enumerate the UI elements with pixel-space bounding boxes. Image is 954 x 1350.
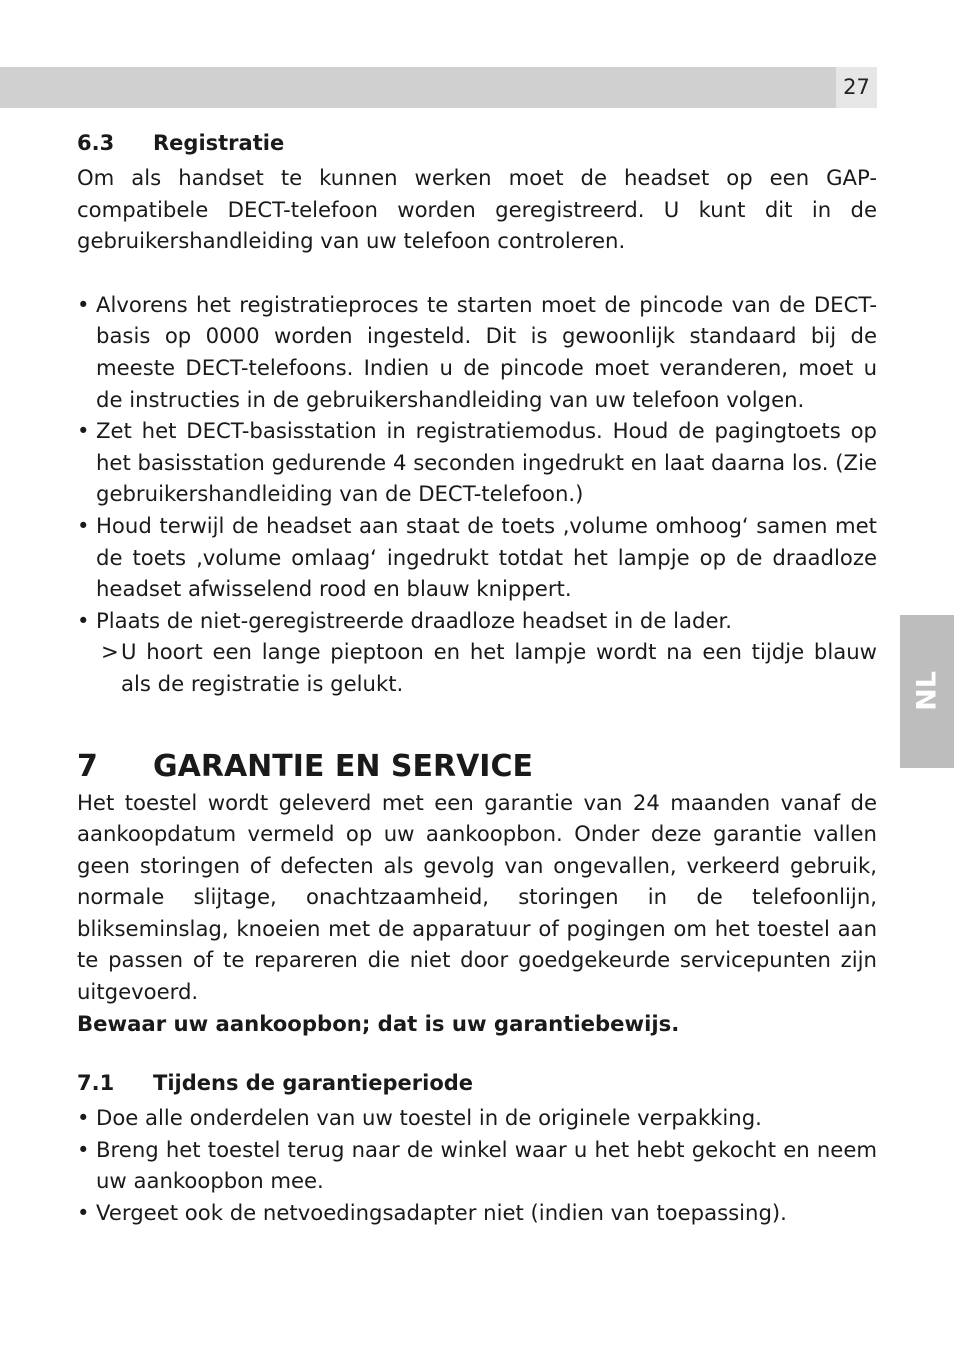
section-heading-7-1 — [77, 1064, 877, 1102]
result-arrow-icon: > — [101, 639, 119, 665]
section-heading-6-3 — [77, 124, 877, 162]
registration-intro: Om als handset te kunnen werken moet de headset op een GAP-compatibele DECT-telefoon worden geregistreerd. U kunt dit in de gebruikershandleiding van uw telefoon controleren. — [77, 165, 877, 254]
warranty-steps — [77, 1102, 877, 1228]
list-item: • Breng het toestel terug naar de winkel waar u het hebt gekocht en neem uw aankoopbon mee. — [77, 1134, 877, 1197]
list-item: • Plaats de niet-geregistreerde draadloze headset in de lader. — [77, 605, 877, 637]
page-content — [77, 124, 877, 1229]
header-bar — [0, 67, 836, 108]
list-item: • Alvorens het registratieproces te starten moet de pincode van de DECT-basis op 0000 worden ingesteld. Dit is gewoonlijk standaard bij de meeste DECT-telefoons. Indien u de pincode moet veranderen, moet u de instructies in de gebruikershandleiding van uw telefoon volgen. — [77, 289, 877, 415]
list-item: • Vergeet ook de netvoedingsadapter niet (indien van toepassing). — [77, 1197, 877, 1229]
section-number: 7.1 — [77, 1071, 115, 1096]
page-number: 27 — [836, 67, 877, 108]
bullet-icon: • — [77, 607, 90, 633]
language-tab-label: NL — [911, 671, 943, 711]
registration-steps — [77, 289, 877, 637]
warranty-note: Bewaar uw aankoopbon; dat is uw garantiebewijs. — [77, 1010, 680, 1036]
bullet-icon: • — [77, 1105, 90, 1131]
bullet-icon: • — [77, 291, 90, 317]
registration-result: > U hoort een lange pieptoon en het lampje wordt na een tijdje blauw als de registratie is gelukt. — [77, 636, 877, 699]
bullet-icon: • — [77, 1200, 90, 1226]
section-number: 7 — [77, 748, 98, 784]
list-item: • Zet het DECT-basisstation in registratiemodus. Houd de pagingtoets op het basisstation gedurende 4 seconden ingedrukt en laat daarna los. (Zie gebruikershandleiding van de DECT-telefoon.) — [77, 415, 877, 510]
list-item: • Doe alle onderdelen van uw toestel in de originele verpakking. — [77, 1102, 877, 1134]
section-title: GARANTIE EN SERVICE — [153, 748, 533, 784]
language-tab — [900, 615, 954, 768]
bullet-icon: • — [77, 1136, 90, 1162]
section-heading-7 — [77, 746, 877, 787]
list-item: • Houd terwijl de headset aan staat de toets ‚volume omhoog‘ samen met de toets ‚volume omlaag‘ ingedrukt totdat het lampje op de draadloze headset afwisselend rood en blauw knippert. — [77, 510, 877, 605]
section-title: Registratie — [153, 131, 285, 155]
warranty-body: Het toestel wordt geleverd met een garantie van 24 maanden vanaf de aankoopdatum vermeld op uw aankoopbon. Onder deze garantie vallen geen storingen of defecten als gevolg van ongevallen, verkeerd gebruik, normale slijtage, onachtzaamheid, storingen in de telefoonlijn, blikseminslag, knoeien met de apparatuur of pogingen om het toestel aan te passen of te repareren die niet door goedgekeurde servicepunten zijn uitgevoerd. — [77, 789, 877, 1005]
bullet-icon: • — [77, 418, 90, 444]
section-number: 6.3 — [77, 131, 115, 155]
bullet-icon: • — [77, 512, 90, 538]
section-title: Tijdens de garantieperiode — [153, 1071, 474, 1096]
